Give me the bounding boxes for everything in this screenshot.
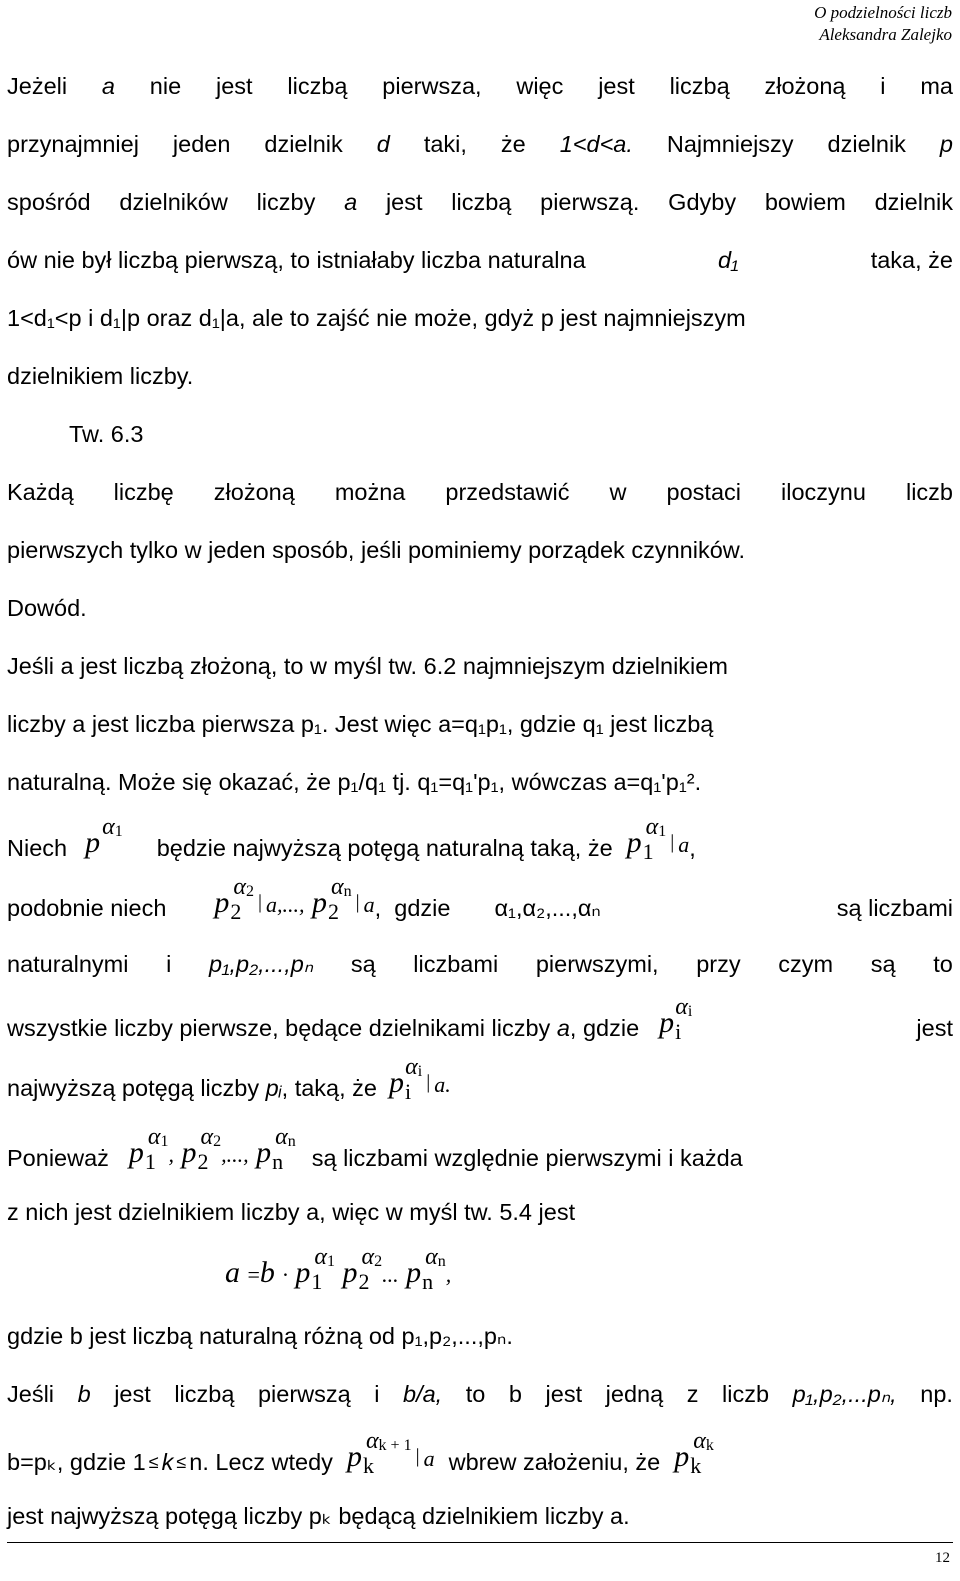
formula-p-alpha1: $p^{\alpha 1}$ [85,814,123,859]
text-line: spośród dzielników liczby a jest liczbą pierwszą. Gdyby bowiem dzielnik [7,189,953,215]
page-number: 12 [935,1550,950,1566]
math-line: podobnie niech $p_2^{\alpha 2}$ | a,..., $p_2^{\alpha n}$ | a , gdzie α₁,α₂,...,αₙ są liczbami [7,874,953,924]
text-line: gdzie b jest liczbą naturalną różną od p₁,p₂,...,pₙ. [7,1323,513,1349]
text-line: 1<d₁<p i d₁|p oraz d₁|a, ale to zajść nie może, gdyż p jest najmniejszym [7,305,746,331]
formula-pi-alphai: $p_i^{\alpha i}$ [659,994,693,1044]
text-line: Jeżeli a nie jest liczbą pierwsza, więc jest liczbą złożoną i ma [7,73,953,99]
formula-pk-alphak1-divides-a: $p_k^{\alpha k + 1}$ | a [346,1428,435,1478]
text-line: przynajmniej jeden dzielnik d taki, że 1<d<a. Najmniejszy dzielnik p [7,131,953,157]
theorem-label: Tw. 6.3 [69,421,144,447]
math-line: Niech $p^{\alpha 1}$ będzie najwyższą potęgą naturalną taką, że $p_1^{\alpha 1}$ | a , [7,814,696,864]
proof-label: Dowód. [7,595,87,621]
math-line: wszystkie liczby pierwsze, będące dzielnikami liczby a , gdzie $p_i^{\alpha i}$ jest [7,994,953,1044]
text-line: pierwszych tylko w jeden sposób, jeśli pominiemy porządek czynników. [7,537,745,563]
header-author: Aleksandra Zalejko [819,25,952,44]
formula-pi-alphai-divides-a: $p_i^{\alpha i}$ | a. [389,1054,451,1104]
text-line: ów nie był liczbą pierwszą, to istniałaby liczba naturalna d₁ taka, że [7,247,953,273]
text-line: liczby a jest liczba pierwsza p₁. Jest więc a=q₁p₁, gdzie q₁ jest liczbą [7,711,714,737]
formula-line [7,1230,953,1292]
text-line: z nich jest dzielnikiem liczby a, więc w myśl tw. 5.4 jest [7,1199,576,1225]
formula-p2-alpha2-pn-alphan: $p_2^{\alpha 2}$ | a,..., $p_2^{\alpha n}$ | a [214,874,375,924]
text-line: jest najwyższą potęgą liczby pₖ będącą dzielnikiem liczby a. [7,1503,630,1529]
math-line: najwyższą potęgą liczby pᵢ , taką, że $p_i^{\alpha i}$ | a. [7,1054,451,1104]
formula-factorization: $a =b \cdot p_1^{\alpha 1}$ $p_2^{\alpha 2}$... $p_n^{\alpha n}$, [225,1244,452,1294]
math-line: b=pₖ, gdzie 1 ≤ k ≤ n. Lecz wtedy $p_k^{\alpha k + 1}$ | a wbrew założeniu, że $p_k^{\alpha k}$ [7,1428,714,1478]
formula-p1-alpha1-divides-a: $p_1^{\alpha 1}$ | a [626,814,690,864]
text-line: naturalnymi i p₁,p₂,...,pₙ są liczbami pierwszymi, przy czym są to [7,951,953,977]
footer-rule [7,1542,953,1543]
formula-pk-alphak: $p_k^{\alpha k}$ [674,1428,714,1478]
text-line: Każdą liczbę złożoną można przedstawić w postaci iloczynu liczb [7,479,953,505]
text-line: Jeśli a jest liczbą złożoną, to w myśl tw. 6.2 najmniejszym dzielnikiem [7,653,728,679]
formula-prime-powers: $p_1^{\alpha 1}$, $p_2^{\alpha 2}$,..., $p_n^{\alpha n}$ [128,1124,296,1174]
header-title: O podzielności liczb [814,3,952,22]
text-line: naturalną. Może się okazać, że p₁/q₁ tj. q₁=q₁'p₁, wówczas a=q₁'p₁². [7,769,702,795]
math-line: Ponieważ $p_1^{\alpha 1}$, $p_2^{\alpha 2}$,..., $p_n^{\alpha n}$ są liczbami względnie pierwszymi i każda [7,1124,743,1174]
text-line: Jeśli b jest liczbą pierwszą i b/a, to b jest jedną z liczb p₁,p₂,...pₙ, np. [7,1381,953,1407]
text-line: dzielnikiem liczby. [7,363,194,389]
